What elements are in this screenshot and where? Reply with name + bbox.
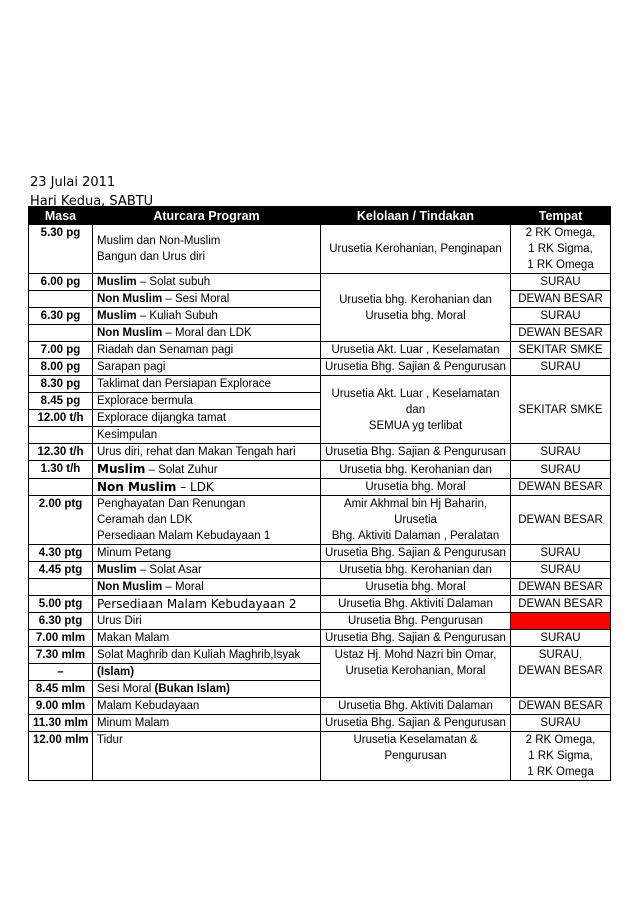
table-row bbox=[29, 579, 611, 596]
program-text: – Moral bbox=[162, 581, 204, 593]
program-cell: Sarapan pagi bbox=[93, 359, 321, 376]
time-cell: – bbox=[29, 664, 93, 681]
responsibility-cell bbox=[321, 376, 511, 444]
header-tempat: Tempat bbox=[511, 207, 611, 225]
program-bold: Muslim bbox=[97, 564, 137, 576]
venue-cell: SURAU bbox=[511, 444, 611, 461]
table-row bbox=[29, 630, 611, 647]
program-cell: Malam Kebudayaan bbox=[93, 698, 321, 715]
program-line: Penghayatan Dan Renungan bbox=[97, 498, 246, 510]
responsibility-cell: Urusetia Bhg. Sajian & Pengurusan bbox=[321, 630, 511, 647]
time-cell: 12.00 t/h bbox=[29, 410, 93, 427]
program-cell: Kesimpulan bbox=[93, 427, 321, 444]
responsibility-line: Urusetia bhg. Kerohanian dan bbox=[339, 293, 492, 306]
program-cell bbox=[93, 291, 321, 308]
program-cell: Solat Maghrib dan Kuliah Maghrib,Isyak bbox=[93, 647, 321, 664]
program-cell bbox=[93, 461, 321, 479]
time-cell bbox=[29, 291, 93, 308]
table-row bbox=[29, 325, 611, 342]
time-cell: 7.00 pg bbox=[29, 342, 93, 359]
responsibility-cell: Urusetia Keselamatan & Pengurusan bbox=[321, 732, 511, 781]
time-cell bbox=[29, 579, 93, 596]
program-cell bbox=[93, 664, 321, 681]
time-cell: 8.45 mlm bbox=[29, 681, 93, 698]
program-cell: Urus Diri bbox=[93, 613, 321, 630]
program-line: Bangun dan Urus diri bbox=[97, 251, 206, 263]
venue-cell: DEWAN BESAR bbox=[511, 698, 611, 715]
program-text: – LDK bbox=[176, 480, 214, 494]
table-row bbox=[29, 562, 611, 579]
program-cell bbox=[93, 479, 321, 496]
responsibility-cell: Urusetia bhg. Kerohanian dan bbox=[321, 562, 511, 579]
venue-cell: SURAU bbox=[511, 461, 611, 479]
program-cell: Tidur bbox=[93, 732, 321, 781]
responsibility-line: Amir Akhmal bin Hj Baharin, Urusetia bbox=[343, 498, 488, 526]
venue-cell bbox=[511, 732, 611, 781]
table-row bbox=[29, 647, 611, 664]
program-line: Ceramah dan LDK bbox=[97, 514, 193, 526]
venue-cell: SURAU bbox=[511, 359, 611, 376]
program-bold: (Islam) bbox=[97, 666, 135, 678]
program-text: – Kuliah Subuh bbox=[136, 310, 218, 322]
venue-line: 1 RK Sigma, bbox=[528, 243, 593, 255]
program-text: – Solat subuh bbox=[136, 276, 211, 288]
time-cell: 6.30 ptg bbox=[29, 613, 93, 630]
responsibility-cell: Urusetia bhg. Kerohanian dan bbox=[321, 461, 511, 479]
time-cell: 6.30 pg bbox=[29, 308, 93, 325]
program-bold: Muslim bbox=[97, 276, 137, 288]
responsibility-cell: Urusetia Bhg. Pengurusan bbox=[321, 613, 511, 630]
program-cell: Minum Petang bbox=[93, 545, 321, 562]
table-header-row bbox=[29, 207, 611, 225]
program-cell: Explorace bermula bbox=[93, 393, 321, 410]
table-row bbox=[29, 225, 611, 274]
time-cell: 9.00 mlm bbox=[29, 698, 93, 715]
program-line: Muslim dan Non-Muslim bbox=[97, 235, 221, 247]
program-cell bbox=[93, 579, 321, 596]
time-cell: 4.30 ptg bbox=[29, 545, 93, 562]
time-cell: 12.00 mlm bbox=[29, 732, 93, 781]
program-cell bbox=[93, 562, 321, 579]
program-cell: Persediaan Malam Kebudayaan 2 bbox=[93, 596, 321, 613]
responsibility-cell: Urusetia Kerohanian, Penginapan bbox=[321, 225, 511, 274]
venue-cell: SURAU bbox=[511, 715, 611, 732]
program-text: – Moral dan LDK bbox=[162, 327, 252, 339]
responsibility-cell: Urusetia Bhg. Aktiviti Dalaman bbox=[321, 596, 511, 613]
program-bold: Non Muslim bbox=[97, 480, 177, 494]
table-row bbox=[29, 698, 611, 715]
venue-cell: SURAU bbox=[511, 562, 611, 579]
responsibility-cell: Urusetia bhg. Moral bbox=[321, 579, 511, 596]
program-cell bbox=[93, 274, 321, 291]
responsibility-line: Urusetia Akt. Luar , Keselamatan dan bbox=[331, 387, 500, 416]
table-row bbox=[29, 291, 611, 308]
table-row bbox=[29, 545, 611, 562]
responsibility-cell: Urusetia Bhg. Sajian & Pengurusan bbox=[321, 545, 511, 562]
venue-line: DEWAN BESAR bbox=[518, 665, 603, 677]
venue-cell: SURAU bbox=[511, 308, 611, 325]
table-row bbox=[29, 596, 611, 613]
time-cell: 8.45 pg bbox=[29, 393, 93, 410]
time-cell: 8.30 pg bbox=[29, 376, 93, 393]
responsibility-cell bbox=[321, 274, 511, 342]
venue-cell: DEWAN BESAR bbox=[511, 325, 611, 342]
program-bold: Non Muslim bbox=[97, 581, 163, 593]
time-cell: 12.30 t/h bbox=[29, 444, 93, 461]
venue-line: 1 RK Omega bbox=[527, 766, 594, 778]
venue-cell: SURAU bbox=[511, 630, 611, 647]
program-cell bbox=[93, 681, 321, 698]
table-row bbox=[29, 479, 611, 496]
venue-cell: SURAU bbox=[511, 545, 611, 562]
time-cell: 4.45 ptg bbox=[29, 562, 93, 579]
header-kelolaan: Kelolaan / Tindakan bbox=[321, 207, 511, 225]
venue-line: 2 RK Omega, bbox=[525, 227, 596, 239]
table-row bbox=[29, 496, 611, 545]
program-cell: Explorace dijangka tamat bbox=[93, 410, 321, 427]
venue-cell: DEWAN BESAR bbox=[511, 291, 611, 308]
time-cell: 1.30 t/h bbox=[29, 461, 93, 479]
table-row bbox=[29, 715, 611, 732]
responsibility-cell: Urusetia Bhg. Sajian & Pengurusan bbox=[321, 444, 511, 461]
venue-cell: SURAU bbox=[511, 274, 611, 291]
schedule-date: 23 Julai 2011 bbox=[30, 175, 116, 190]
time-cell: 5.30 pg bbox=[29, 225, 93, 274]
responsibility-cell: Urusetia Akt. Luar , Keselamatan bbox=[321, 342, 511, 359]
program-cell: Minum Malam bbox=[93, 715, 321, 732]
responsibility-line: Urusetia bhg. Moral bbox=[365, 309, 466, 322]
program-text: – Solat Asar bbox=[136, 564, 202, 576]
program-cell bbox=[93, 308, 321, 325]
venue-cell: DEWAN BESAR bbox=[511, 496, 611, 545]
program-text: – Solat Zuhur bbox=[145, 464, 218, 476]
table-row bbox=[29, 444, 611, 461]
venue-cell-highlighted bbox=[511, 613, 611, 630]
responsibility-cell bbox=[321, 496, 511, 545]
venue-cell bbox=[511, 225, 611, 274]
program-text: – Sesi Moral bbox=[162, 293, 230, 305]
time-cell bbox=[29, 479, 93, 496]
header-aturcara: Aturcara Program bbox=[93, 207, 321, 225]
program-cell: Taklimat dan Persiapan Explorace bbox=[93, 376, 321, 393]
table-row bbox=[29, 732, 611, 781]
table-row bbox=[29, 376, 611, 393]
venue-cell: DEWAN BESAR bbox=[511, 579, 611, 596]
table-row bbox=[29, 461, 611, 479]
program-bold: Muslim bbox=[97, 310, 137, 322]
responsibility-line: Urusetia Kerohanian, Moral bbox=[345, 665, 486, 677]
program-cell bbox=[93, 325, 321, 342]
venue-line: 2 RK Omega, bbox=[525, 734, 596, 746]
header-masa: Masa bbox=[29, 207, 93, 225]
table-row bbox=[29, 342, 611, 359]
venue-line: 1 RK Omega bbox=[527, 259, 594, 271]
time-cell: 2.00 ptg bbox=[29, 496, 93, 545]
program-cell: Urus diri, rehat dan Makan Tengah hari bbox=[93, 444, 321, 461]
responsibility-line: Ustaz Hj. Mohd Nazri bin Omar, bbox=[334, 649, 497, 661]
responsibility-cell: Urusetia Bhg. Aktiviti Dalaman bbox=[321, 698, 511, 715]
table-row bbox=[29, 308, 611, 325]
time-cell bbox=[29, 325, 93, 342]
venue-cell: DEWAN BESAR bbox=[511, 596, 611, 613]
time-cell bbox=[29, 427, 93, 444]
program-cell bbox=[93, 496, 321, 545]
responsibility-cell: Urusetia bhg. Moral bbox=[321, 479, 511, 496]
program-bold: Non Muslim bbox=[97, 327, 163, 339]
table-row bbox=[29, 359, 611, 376]
venue-cell bbox=[511, 647, 611, 698]
time-cell: 11.30 mlm bbox=[29, 715, 93, 732]
table-row bbox=[29, 613, 611, 630]
time-cell: 7.00 mlm bbox=[29, 630, 93, 647]
program-cell: Riadah dan Senaman pagi bbox=[93, 342, 321, 359]
responsibility-cell bbox=[321, 647, 511, 698]
venue-line: 1 RK Sigma, bbox=[528, 750, 593, 762]
responsibility-line: SEMUA yg terlibat bbox=[368, 419, 463, 432]
venue-cell: SEKITAR SMKE bbox=[511, 342, 611, 359]
venue-line: SURAU, bbox=[538, 649, 583, 661]
venue-cell: SEKITAR SMKE bbox=[511, 376, 611, 444]
time-cell: 8.00 pg bbox=[29, 359, 93, 376]
venue-cell: DEWAN BESAR bbox=[511, 479, 611, 496]
schedule-day-label: Hari Kedua, SABTU bbox=[30, 194, 154, 206]
time-cell: 6.00 pg bbox=[29, 274, 93, 291]
program-bold: Muslim bbox=[97, 462, 146, 476]
time-cell: 5.00 ptg bbox=[29, 596, 93, 613]
program-bold: (Bukan Islam) bbox=[154, 683, 230, 695]
schedule-table bbox=[28, 206, 611, 781]
responsibility-cell: Urusetia Bhg. Sajian & Pengurusan bbox=[321, 359, 511, 376]
program-text: Sesi Moral bbox=[97, 683, 155, 695]
program-line: Persediaan Malam Kebudayaan 1 bbox=[97, 530, 271, 542]
program-cell bbox=[93, 225, 321, 274]
program-bold: Non Muslim bbox=[97, 293, 163, 305]
program-cell: Makan Malam bbox=[93, 630, 321, 647]
responsibility-cell: Urusetia Bhg. Sajian & Pengurusan bbox=[321, 715, 511, 732]
responsibility-line: Bhg. Aktiviti Dalaman , Peralatan bbox=[331, 530, 500, 542]
time-cell: 7.30 mlm bbox=[29, 647, 93, 664]
table-row bbox=[29, 274, 611, 291]
